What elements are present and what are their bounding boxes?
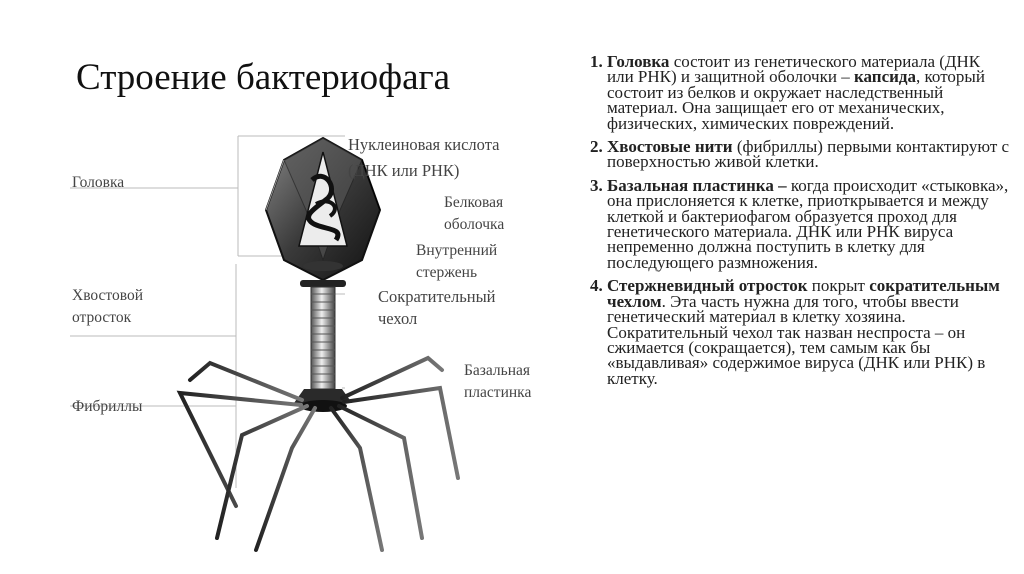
item-number: 4. — [590, 276, 603, 296]
item-text: . Эта часть нужна для того, чтобы ввести генетический материал в клетку хозяина. Сократительный чехол так назван неспроста – он сжимается (сокращается), тем самым как бы «выдавливая» содержимое вируса (ДНК или РНК) в клетку. — [607, 291, 986, 388]
structure-description-list — [590, 54, 1010, 394]
list-item — [590, 139, 1010, 170]
item-number: 1. — [590, 52, 603, 71]
item-number: 2. — [590, 137, 603, 157]
label-sheath: Сократительный чехол — [378, 287, 496, 328]
item-term: капсида — [853, 67, 917, 87]
item-number: 3. — [590, 175, 603, 195]
label-fibrils: Фибриллы — [72, 398, 143, 415]
item-term: Головка — [607, 52, 670, 71]
tail-sheath — [311, 287, 335, 389]
item-term: Стержневидный отросток — [607, 276, 808, 296]
item-text: когда происходит «стыковка», она прислоняется к клетке, приоткрывается и между клеткой и бактериофагом образуется проход для генетического материала. ДНК или РНК вируса непременно должна поступить в клетку для последующего размножения. — [607, 175, 1009, 272]
bacteriophage-illustration — [60, 118, 570, 558]
label-head: Головка — [72, 174, 125, 191]
item-text: (фибриллы) первыми контактируют с поверхностью живой клетки. — [607, 137, 1010, 172]
label-inner-rod: Внутренний стержень — [416, 242, 498, 281]
bacteriophage-diagram — [60, 118, 570, 558]
item-term: Базальная пластинка – — [607, 175, 787, 195]
item-term: Хвостовые нити — [607, 137, 733, 157]
item-text: состоит из генетического материала (ДНК или РНК) и защитной оболочки – — [607, 52, 981, 87]
item-term: сократительным чехлом — [607, 276, 1000, 311]
label-protein-coat: Белковая оболочка — [444, 194, 505, 233]
label-tail: Хвостовой отросток — [72, 287, 143, 326]
list-item — [590, 278, 1010, 386]
label-nucleic-acid: Нуклеиновая кислота (ДНК или РНК) — [348, 135, 500, 180]
slide-title: Строение бактериофага — [76, 57, 451, 98]
label-baseplate: Базальная пластинка — [464, 362, 532, 401]
item-text: покрыт — [807, 276, 870, 296]
list-item — [590, 54, 1010, 131]
item-text: , который состоит из белков и окружает наследственный материал. Она защищает его от механических, физических, химических повреждений. — [607, 67, 985, 133]
list-item — [590, 175, 1010, 272]
